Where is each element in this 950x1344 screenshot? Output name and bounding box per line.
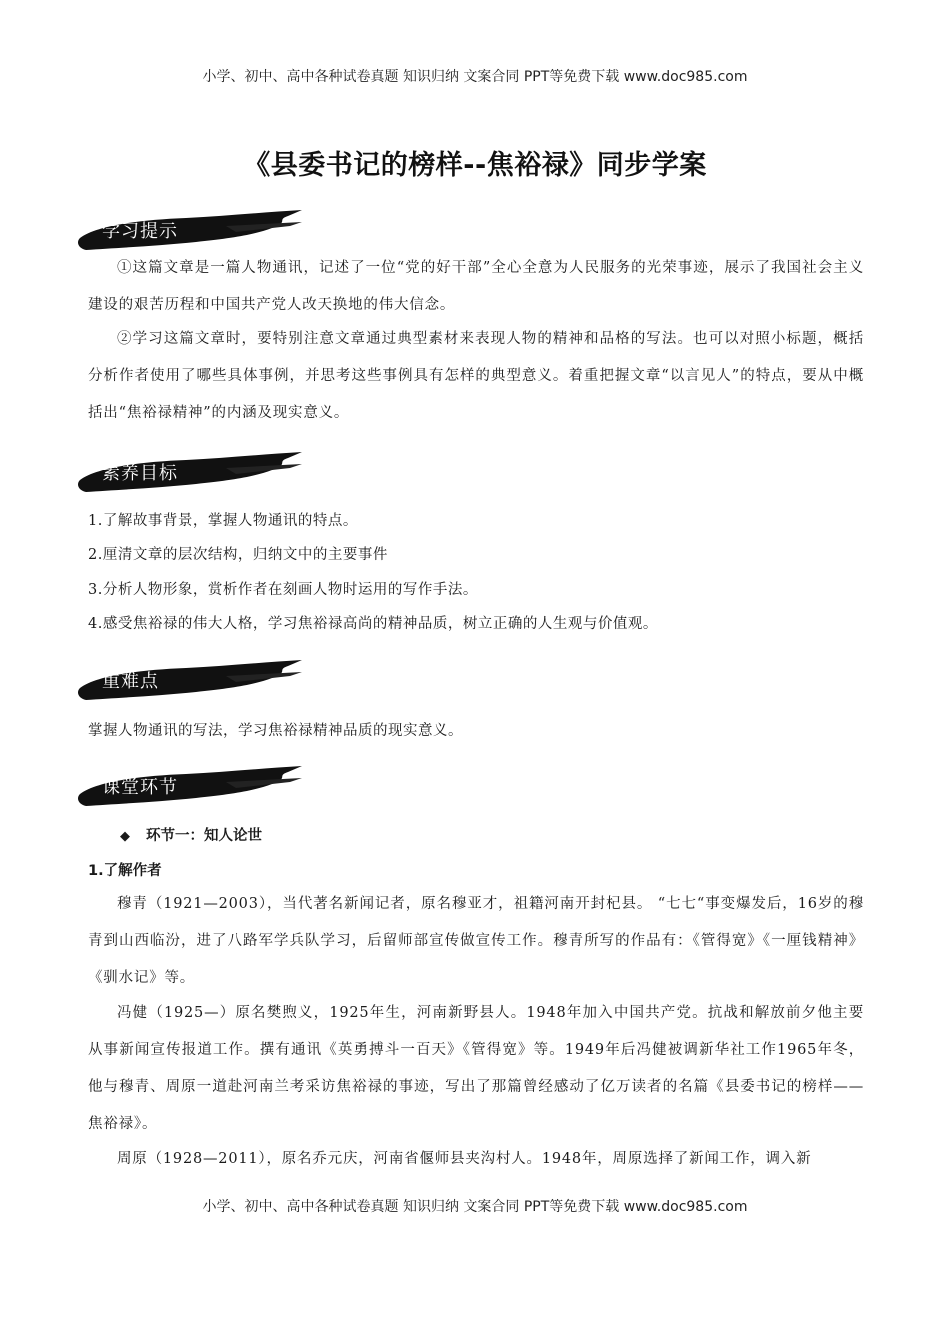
page-footer: 小学、初中、高中各种试卷真题 知识归纳 文案合同 PPT等免费下载 www.doc985.com	[202, 1199, 748, 1215]
diamond-bullet-icon: ◆	[120, 829, 130, 844]
goal-item: 4.感受焦裕禄的伟大人格，学习焦裕禄高尚的精神品质，树立正确的人生观与价值观。	[88, 616, 658, 632]
step-heading-text: 环节一：知人论世	[146, 828, 262, 844]
tips-paragraph-1: ①这篇文章是一篇人物通讯，记述了一位“党的好干部”全心全意为人民服务的光荣事迹，展示了我国社会主义建设的艰苦历程和中国共产党人改天换地的伟大信念。	[88, 260, 864, 313]
author-paragraph-2: 冯健（1925—）原名樊煦义，1925年生，河南新野县人。1948年加入中国共产党。抗战和解放前夕他主要从事新闻宣传报道工作。撰有通讯《英勇搏斗一百天》《管得宽》等。1949年后冯健被调新华社工作1965年冬，他与穆青、周原一道赴河南兰考采访焦裕禄的事迹，写出了那篇曾经感动了亿万读者的名篇《县委书记的榜样——焦裕禄》。	[88, 1005, 864, 1132]
section-tag-label: 学习提示	[102, 221, 178, 242]
author-paragraph-1: 穆青（1921—2003），当代著名新闻记者，原名穆亚才，祖籍河南开封杞县。 “七七“事变爆发后，16岁的穆青到山西临汾，进了八路军学兵队学习，后留师部宣传做宣传工作。穆青所写的作品有：《管得宽》《一厘钱精神》《驯水记》等。	[88, 896, 864, 986]
goal-item: 2.厘清文章的层次结构，归纳文中的主要事件	[88, 547, 388, 563]
goal-item: 3.分析人物形象，赏析作者在刻画人物时运用的写作手法。	[88, 582, 478, 598]
page-title: 《县委书记的榜样--焦裕禄》同步学案	[243, 150, 707, 181]
step-heading	[120, 824, 262, 845]
tips-paragraph-2: ②学习这篇文章时，要特别注意文章通过典型素材来表现人物的精神和品格的写法。也可以对照小标题，概括分析作者使用了哪些具体事例，并思考这些事例具有怎样的典型意义。着重把握文章“以言见人”的特点，要从中概括出“焦裕禄精神”的内涵及现实意义。	[88, 331, 864, 421]
key-points-text: 掌握人物通讯的写法，学习焦裕禄精神品质的现实意义。	[88, 723, 463, 739]
goal-item: 1.了解故事背景，掌握人物通讯的特点。	[88, 513, 358, 529]
section-tag-label: 课堂环节	[102, 777, 178, 798]
page-header: 小学、初中、高中各种试卷真题 知识归纳 文案合同 PPT等免费下载 www.doc985.com	[202, 69, 748, 85]
section-tag-label: 重难点	[102, 671, 159, 692]
section-tag-key	[76, 658, 306, 704]
section-tag-label: 素养目标	[102, 463, 178, 484]
section-tag-tips	[76, 208, 306, 254]
section-tag-goals	[76, 450, 306, 496]
section-tag-class	[76, 764, 306, 810]
sub-heading: 1.了解作者	[88, 863, 162, 879]
author-paragraph-3: 周原（1928—2011），原名乔元庆，河南省偃师县夹沟村人。1948年，周原选择了新闻工作，调入新	[117, 1151, 812, 1167]
